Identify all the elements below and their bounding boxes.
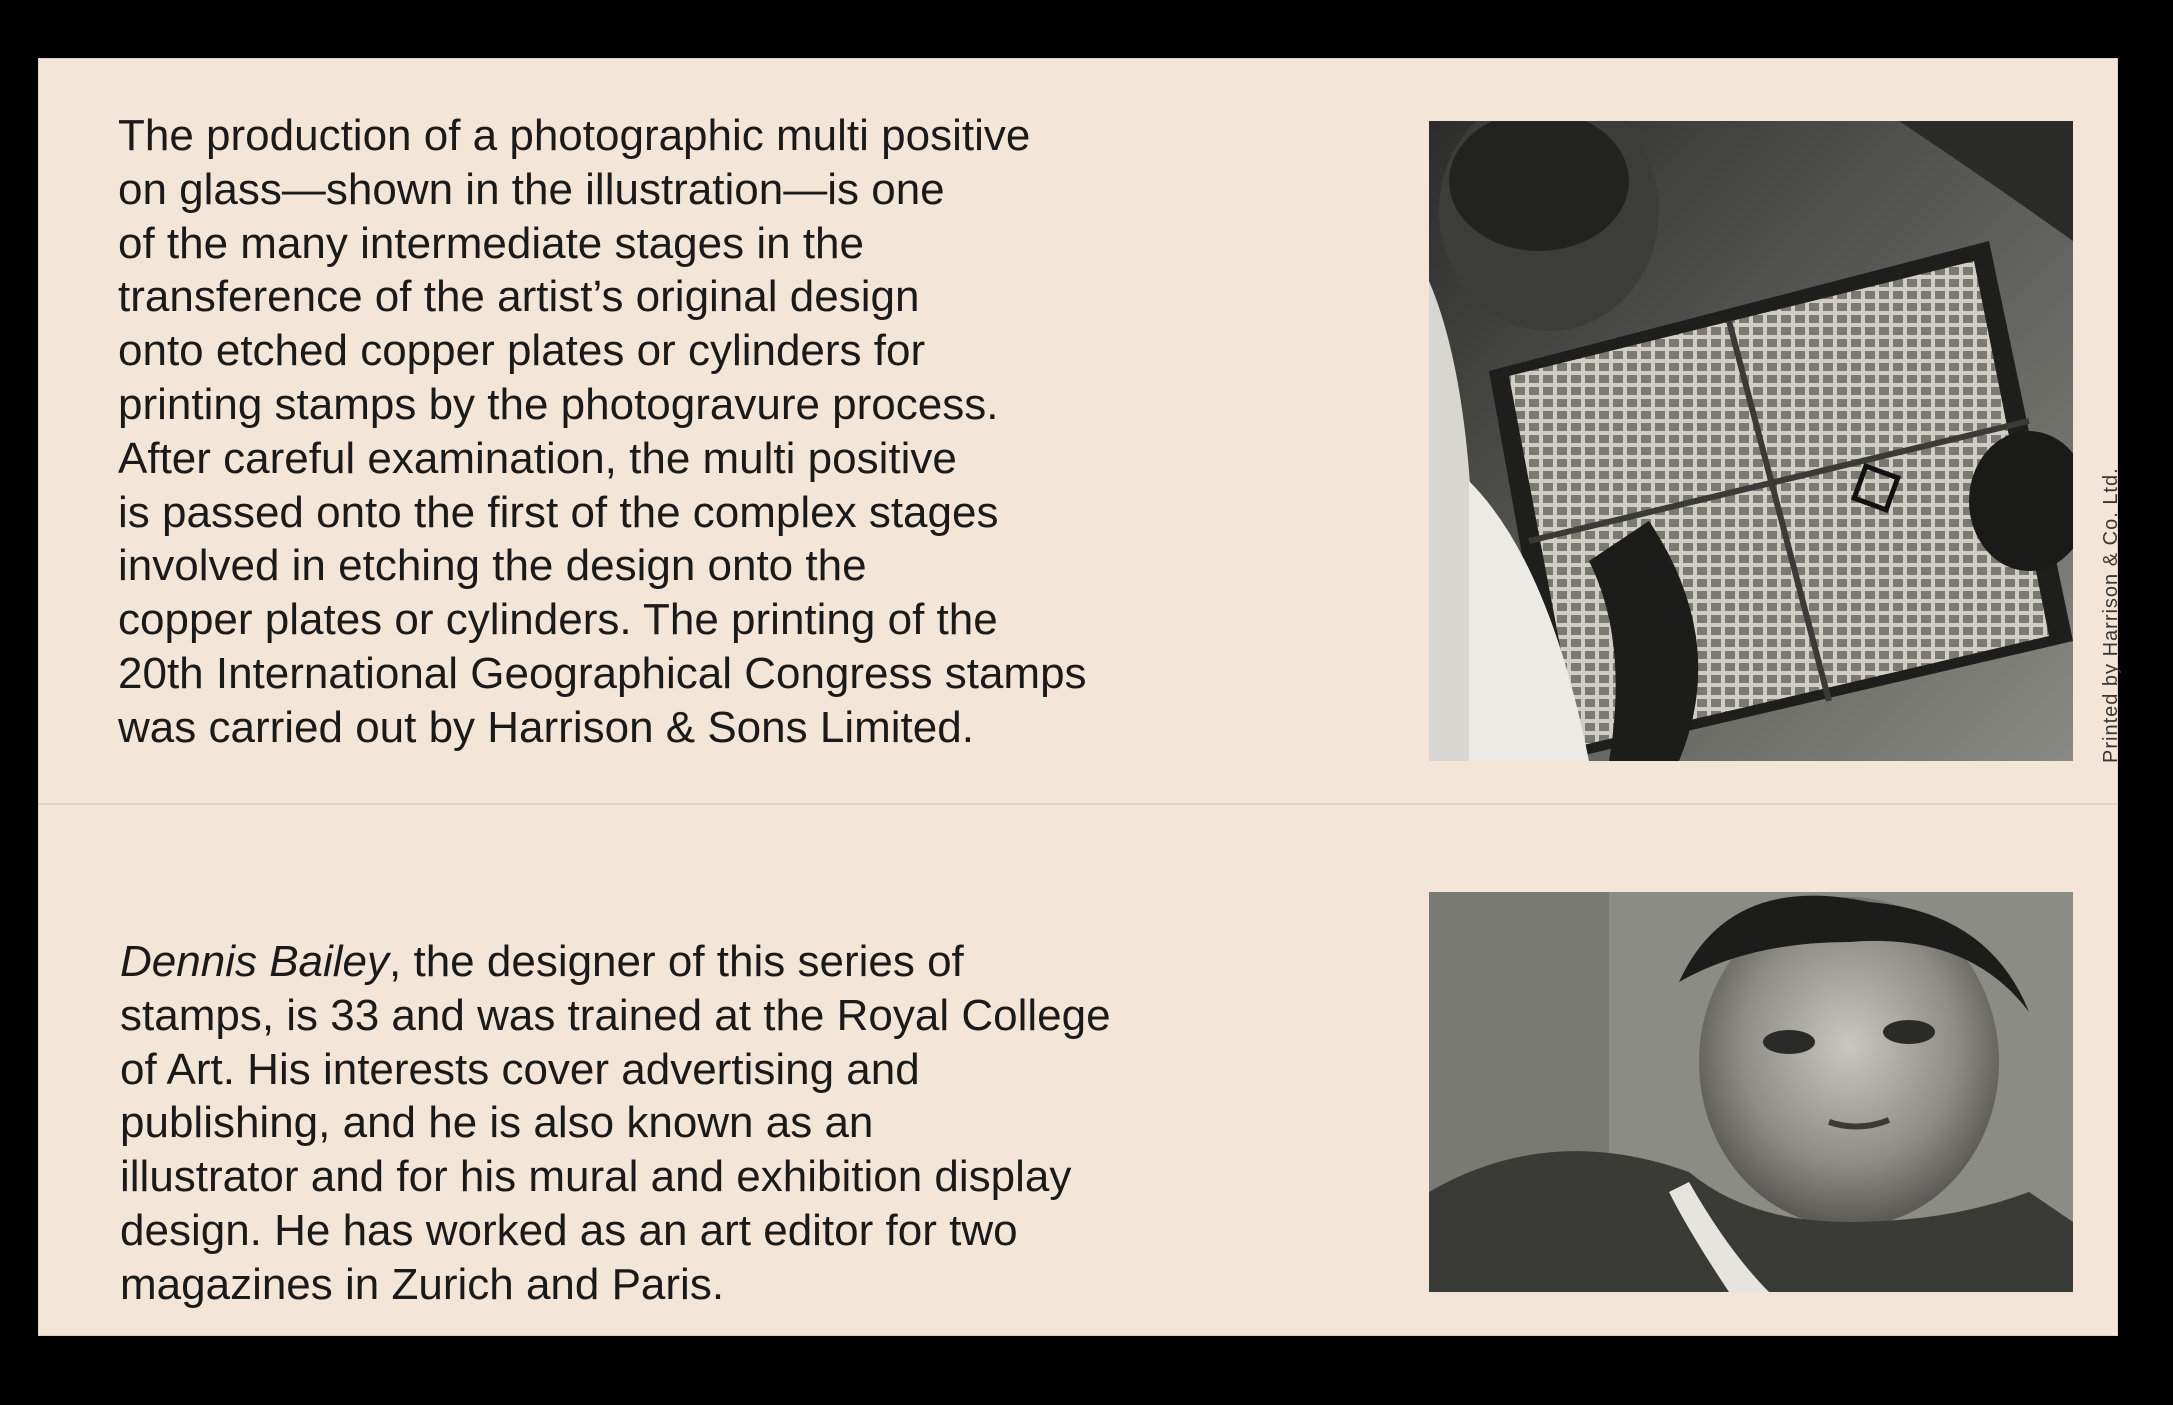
paragraph-line: involved in etching the design onto the bbox=[118, 541, 867, 591]
paragraph-line: 20th International Geographical Congress stamps bbox=[118, 648, 1087, 698]
paragraph-line: was carried out by Harrison & Sons Limited. bbox=[118, 702, 974, 752]
paragraph-line: After careful examination, the multi positive bbox=[118, 433, 957, 483]
paragraph-line: of Art. His interests cover advertising and bbox=[120, 1044, 920, 1094]
paragraph-line-rest: , the designer of this series of bbox=[389, 937, 964, 986]
information-card bbox=[38, 58, 2122, 1336]
paragraph-line: printing stamps by the photogravure process. bbox=[118, 379, 999, 429]
fold-line bbox=[38, 803, 2118, 805]
paragraph-line: stamps, is 33 and was trained at the Royal College bbox=[120, 990, 1111, 1040]
paragraph-line: on glass—shown in the illustration—is one bbox=[118, 164, 945, 214]
designer-paragraph bbox=[120, 935, 1111, 1312]
paragraph-line: of the many intermediate stages in the bbox=[118, 218, 864, 268]
paragraph-line bbox=[120, 935, 1111, 989]
printer-credit: Printed by Harrison & Co. Ltd. bbox=[2100, 467, 2122, 763]
designer-portrait-photo bbox=[1429, 892, 2073, 1292]
paragraph-line: design. He has worked as an art editor for two bbox=[120, 1205, 1018, 1255]
production-paragraph bbox=[118, 109, 1087, 755]
paragraph-line: copper plates or cylinders. The printing of the bbox=[118, 595, 998, 645]
paragraph-line: transference of the artist’s original design bbox=[118, 272, 920, 322]
paragraph-line: publishing, and he is also known as an bbox=[120, 1098, 874, 1148]
paragraph-line: The production of a photographic multi positive bbox=[118, 111, 1031, 160]
paragraph-line: magazines in Zurich and Paris. bbox=[120, 1259, 725, 1309]
multi-positive-photo bbox=[1429, 121, 2073, 761]
paragraph-line: is passed onto the first of the complex stages bbox=[118, 487, 999, 537]
designer-name: Dennis Bailey bbox=[120, 937, 390, 986]
designer-portrait-illustration bbox=[1429, 892, 2073, 1292]
multi-positive-photo-illustration bbox=[1429, 121, 2073, 761]
paragraph-line: illustrator and for his mural and exhibition display bbox=[120, 1152, 1072, 1202]
paragraph-line: onto etched copper plates or cylinders for bbox=[118, 326, 926, 376]
